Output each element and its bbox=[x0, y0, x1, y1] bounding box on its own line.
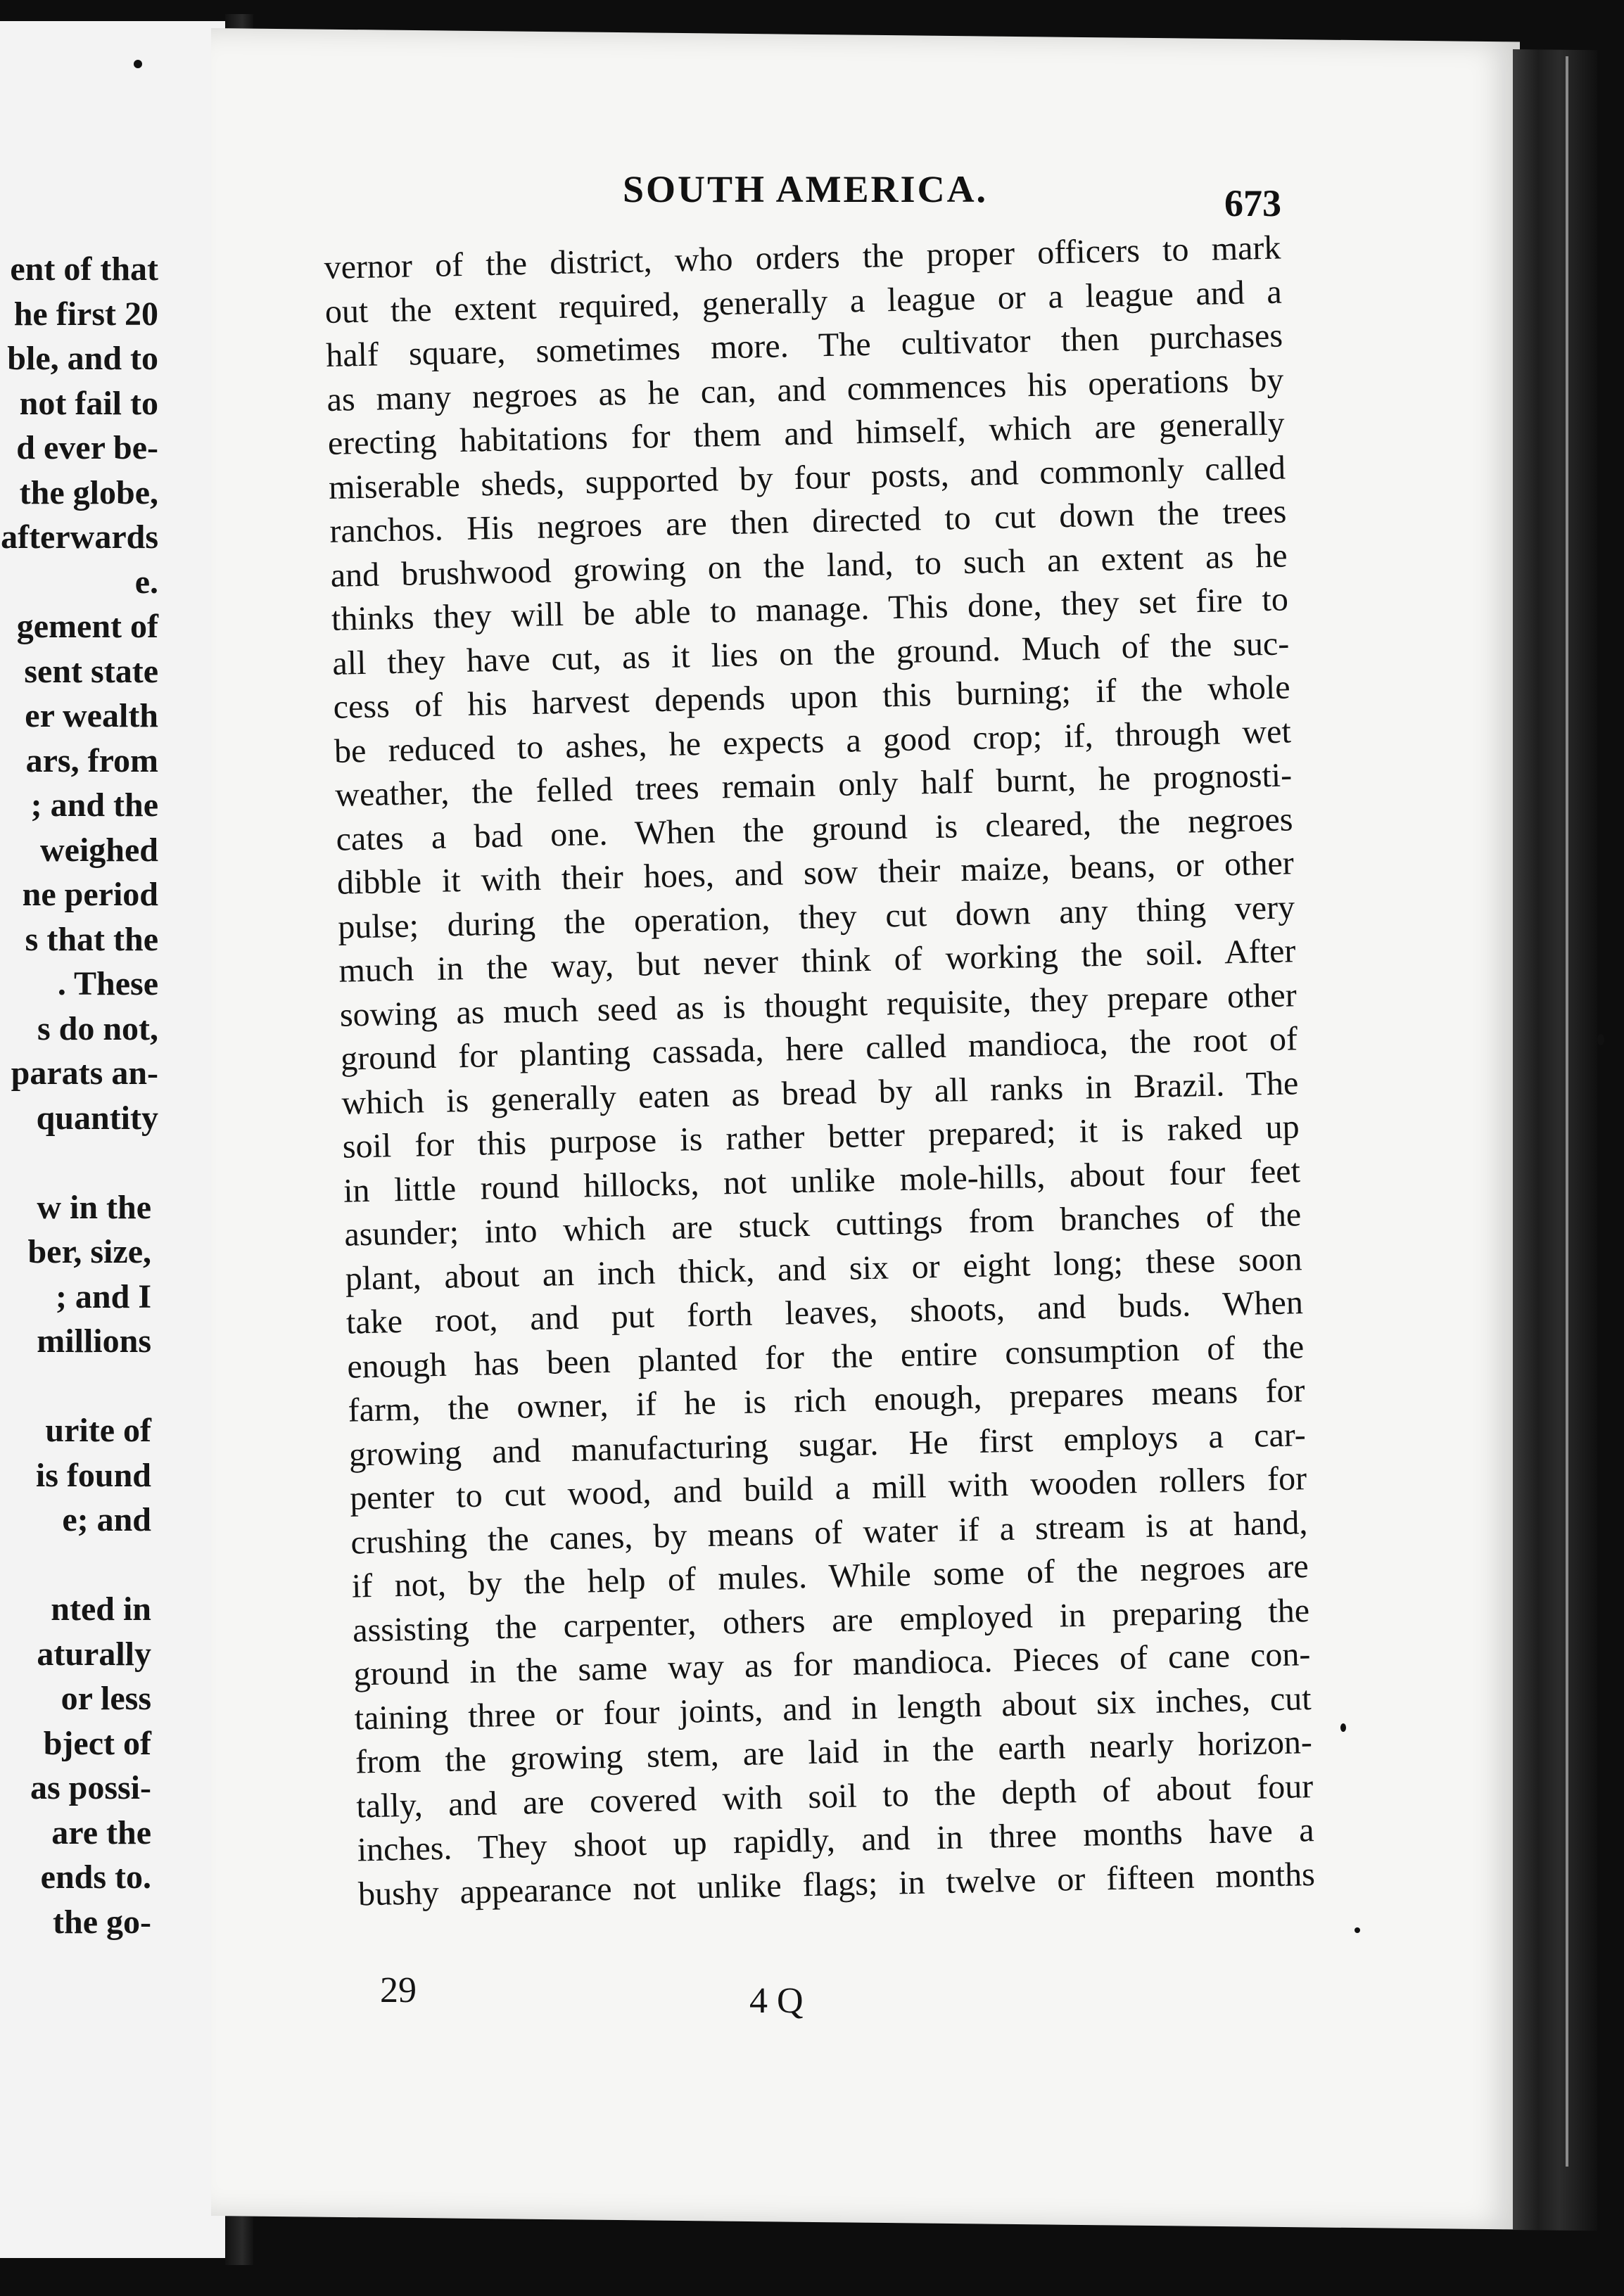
text-line: weather, the felled trees remain only half burnt, he prognosti- bbox=[334, 756, 1293, 814]
text-line: be reduced to ashes, he expects a good crop; if, through wet bbox=[334, 712, 1292, 770]
left-page-line: e; and bbox=[62, 1501, 151, 1538]
text-line: penter to cut wood, and build a mill with wooden rollers for bbox=[349, 1460, 1307, 1517]
left-page-line: bject of bbox=[43, 1724, 151, 1762]
left-page-line: ble, and to bbox=[7, 340, 158, 377]
left-page-line: or less bbox=[61, 1680, 151, 1717]
left-page-line: afterwards bbox=[1, 518, 158, 556]
text-line: vernor of the district, who orders the proper officers to mark bbox=[324, 229, 1281, 286]
left-page-line: er wealth bbox=[25, 697, 158, 734]
text-line: dibble it with their hoes, and sow their maize, beans, or other bbox=[336, 844, 1295, 902]
left-page-line: weighed bbox=[40, 831, 158, 869]
text-line: half square, sometimes more. The cultivator then purchases bbox=[325, 317, 1283, 374]
left-page-line: s do not, bbox=[37, 1009, 158, 1047]
left-page-line: parats an- bbox=[11, 1054, 158, 1092]
left-page-line: ne period bbox=[22, 876, 158, 913]
signature-number: 29 bbox=[380, 1970, 417, 2010]
text-line: asunder; into which are stuck cuttings from branches of the bbox=[343, 1196, 1302, 1254]
text-line: ground in the same way as for mandioca. Pieces of cane con- bbox=[353, 1635, 1311, 1693]
text-line: ground for planting cassada, here called mandioca, the root of bbox=[340, 1020, 1298, 1078]
left-page-line: sent state bbox=[24, 652, 158, 690]
text-line: much in the way, but never think of working the soil. After bbox=[338, 932, 1296, 990]
left-page-line: ars, from bbox=[25, 741, 158, 779]
text-line: inches. They shoot up rapidly, and in three months have a bbox=[357, 1811, 1315, 1869]
text-line: taining three or four joints, and in length about six inches, cut bbox=[354, 1679, 1312, 1737]
text-line: from the growing stem, are laid in the earth nearly horizon- bbox=[355, 1723, 1313, 1781]
text-line: as many negroes as he can, and commences his operations by bbox=[326, 360, 1284, 419]
text-line: if not, by the help of mules. While some of the negroes are bbox=[351, 1548, 1309, 1605]
text-line: which is generally eaten as bread by all ranks in Brazil. The bbox=[341, 1064, 1299, 1122]
quire-mark: 4 Q bbox=[749, 1981, 804, 2021]
page-number: 673 bbox=[1224, 182, 1281, 224]
left-page-line: s that the bbox=[25, 920, 158, 958]
left-page-line: the go- bbox=[53, 1903, 151, 1941]
text-line: crushing the canes, by means of water if a stream is at hand, bbox=[350, 1503, 1308, 1562]
left-page-line: quantity bbox=[36, 1099, 158, 1137]
left-page-line: nted in bbox=[51, 1590, 151, 1628]
facing-page-left bbox=[0, 21, 236, 2258]
text-line: cates a bad one. When the ground is cleared, the negroes bbox=[336, 800, 1293, 858]
left-page-line: ent of that bbox=[10, 250, 158, 288]
left-page-line: are the bbox=[51, 1813, 151, 1851]
text-line: tally, and are covered with soil to the depth of about four bbox=[355, 1767, 1314, 1825]
text-line: plant, about an inch thick, and six or eight long; these soon bbox=[345, 1239, 1303, 1298]
page-edge-highlight bbox=[1566, 56, 1568, 2167]
ink-speck bbox=[1355, 1927, 1360, 1933]
text-line: miserable sheds, supported by four posts, and commonly called bbox=[328, 448, 1286, 506]
left-page-line: w in the bbox=[37, 1188, 151, 1226]
text-line: assisting the carpenter, others are employed in preparing the bbox=[352, 1591, 1310, 1650]
left-page-line: ; and the bbox=[30, 786, 158, 824]
left-page-line: as possi- bbox=[30, 1769, 151, 1806]
text-line: farm, the owner, if he is rich enough, prepares means for bbox=[348, 1372, 1305, 1429]
text-line: enough has been planted for the entire consumption of the bbox=[346, 1327, 1305, 1386]
text-line: bushy appearance not unlike flags; in twelve or fifteen months bbox=[357, 1855, 1316, 1913]
left-page-line: he first 20 bbox=[13, 295, 158, 333]
ink-speck bbox=[134, 60, 142, 68]
left-page-line: e. bbox=[134, 563, 158, 601]
text-line: pulse; during the operation, they cut down any thing very bbox=[337, 888, 1295, 946]
left-page-line: urite of bbox=[45, 1412, 151, 1449]
ink-speck bbox=[1340, 1723, 1346, 1732]
text-line: all they have cut, as it lies on the ground. Much of the suc- bbox=[331, 624, 1290, 682]
text-line: and brushwood growing on the land, to such an extent as he bbox=[330, 536, 1288, 594]
left-page-line: ends to. bbox=[40, 1858, 151, 1896]
left-page-line: not fail to bbox=[19, 384, 158, 422]
left-page-line: aturally bbox=[37, 1635, 151, 1673]
text-line: take root, and put forth leaves, shoots, and buds. When bbox=[345, 1284, 1304, 1341]
ink-speck bbox=[1597, 1034, 1604, 1045]
left-page-line: ber, size, bbox=[27, 1233, 151, 1270]
text-line: soil for this purpose is rather better prepared; it is raked up bbox=[342, 1108, 1300, 1166]
running-title: SOUTH AMERICA. bbox=[623, 168, 989, 210]
text-line: growing and manufacturing sugar. He first employs a car- bbox=[348, 1415, 1307, 1474]
text-line: out the extent required, generally a league or a league and a bbox=[324, 273, 1283, 331]
text-line: in little round hillocks, not unlike mole-hills, about four feet bbox=[343, 1152, 1301, 1210]
left-page-line: is found bbox=[35, 1456, 151, 1494]
left-page-line: ; and I bbox=[55, 1277, 151, 1315]
left-page-line: the globe, bbox=[19, 473, 158, 511]
left-page-line: millions bbox=[37, 1322, 151, 1360]
body-text bbox=[324, 227, 1315, 1917]
left-page-line: . These bbox=[57, 965, 158, 1002]
page-edge-stack bbox=[1513, 49, 1597, 2231]
text-line: thinks they will be able to manage. This done, they set fire to bbox=[331, 580, 1289, 638]
left-page-line: gement of bbox=[16, 608, 158, 645]
text-line: cess of his harvest depends upon this burning; if the whole bbox=[333, 668, 1290, 726]
text-line: sowing as much seed as is thought requisite, they prepare other bbox=[339, 976, 1298, 1034]
text-line: ranchos. His negroes are then directed to cut down the trees bbox=[329, 492, 1287, 550]
text-line: erecting habitations for them and himself, which are generally bbox=[327, 404, 1286, 462]
left-page-line: d ever be- bbox=[16, 429, 158, 466]
